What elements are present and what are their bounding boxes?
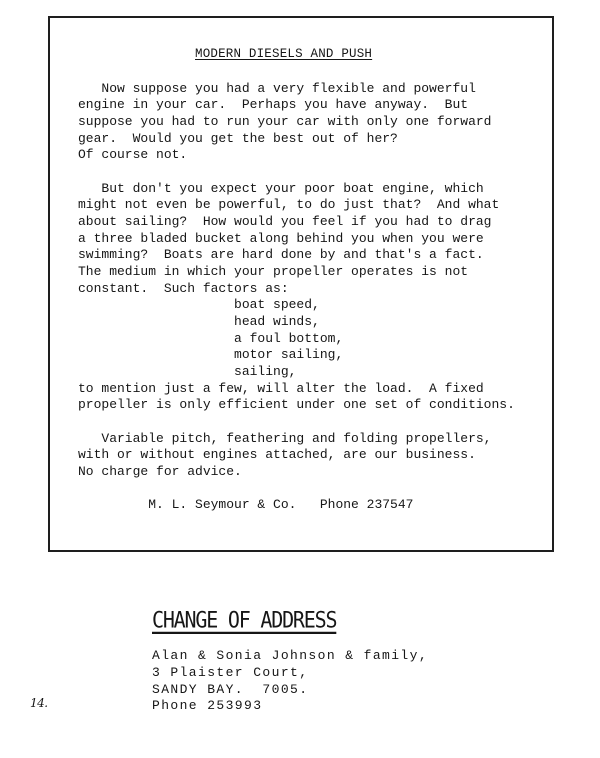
change-of-address-heading: CHANGE OF ADDRESS (152, 606, 337, 633)
ad-text-line: Now suppose you had a very flexible and powerful (78, 81, 476, 96)
address-street-line: 3 Plaister Court, (152, 665, 309, 680)
ad-text-line: to mention just a few, will alter the load. A fixed (78, 381, 484, 396)
ad-text-line: gear. Would you get the best out of her? (78, 131, 398, 146)
ad-text-line: swimming? Boats are hard done by and that's a fact. (78, 247, 484, 262)
ad-text-line: constant. Such factors as: (78, 281, 289, 296)
ad-text-line: Variable pitch, feathering and folding propellers, (78, 431, 492, 446)
ad-text-line: a three bladed bucket along behind you when you were (78, 231, 484, 246)
factor-list-item: sailing, (78, 364, 297, 379)
advertisement-title: MODERN DIESELS AND PUSH (195, 47, 373, 61)
ad-text-line: But don't you expect your poor boat engine, which (78, 181, 484, 196)
ad-text-line: engine in your car. Perhaps you have anyway. But (78, 97, 469, 112)
ad-text-line: propeller is only efficient under one set of conditions. (78, 397, 515, 412)
ad-contact-line: M. L. Seymour & Co. Phone 237547 (78, 497, 414, 512)
ad-text-line: No charge for advice. (78, 464, 242, 479)
ad-text-line: Of course not. (78, 147, 188, 162)
ad-text-line: with or without engines attached, are our business. (78, 447, 476, 462)
factor-list-item: motor sailing, (78, 347, 344, 362)
factor-list-item: a foul bottom, (78, 331, 344, 346)
ad-text-line: The medium in which your propeller operates is not (78, 264, 469, 279)
ad-text-line: about sailing? How would you feel if you had to drag (78, 214, 492, 229)
address-phone-line: Phone 253993 (152, 698, 263, 713)
factor-list-item: boat speed, (78, 297, 320, 312)
ad-text-line: suppose you had to run your car with only one forward (78, 114, 492, 129)
page-number: 14. (30, 696, 48, 710)
address-suburb-line: SANDY BAY. 7005. (152, 682, 309, 697)
factor-list-item: head winds, (78, 314, 320, 329)
ad-text-line: might not even be powerful, to do just that? And what (78, 197, 500, 212)
address-name-line: Alan & Sonia Johnson & family, (152, 648, 429, 663)
